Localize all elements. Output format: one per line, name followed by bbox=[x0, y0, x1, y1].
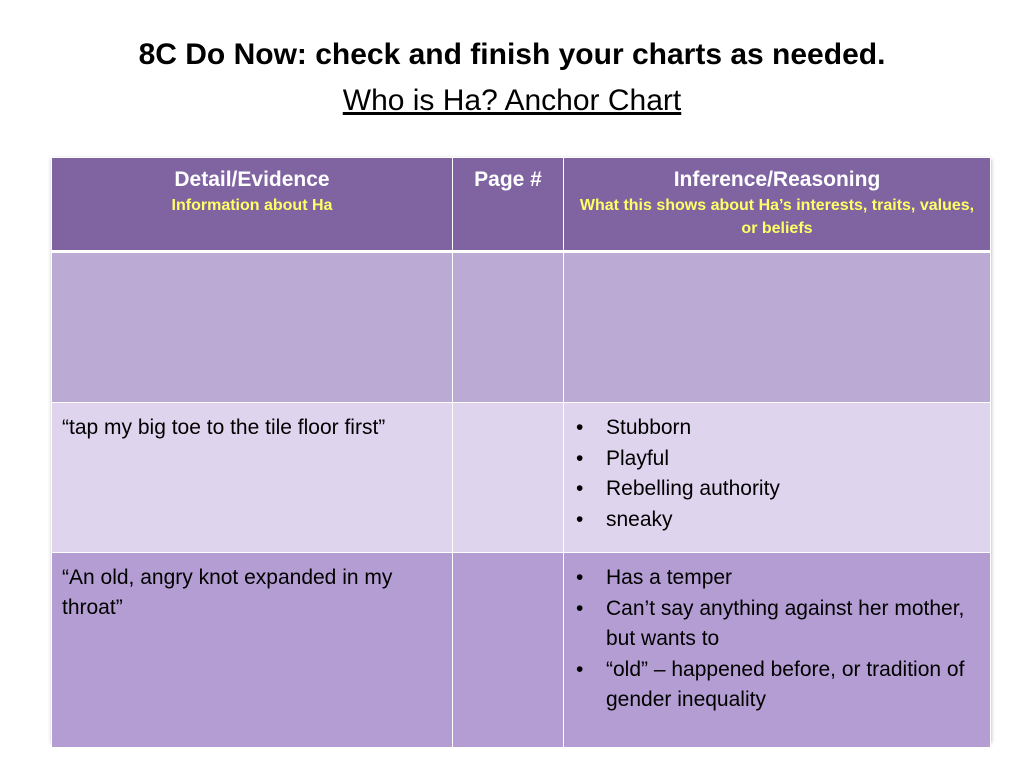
list-item: • Stubborn bbox=[574, 413, 980, 444]
anchor-chart-table-wrapper bbox=[51, 157, 990, 741]
list-item: • “old” – happened before, or tradition of gender inequality bbox=[574, 655, 980, 716]
list-item: • Can’t say anything against her mother, but wants to bbox=[574, 594, 980, 655]
header-page-label: Page # bbox=[474, 168, 542, 191]
table-row bbox=[52, 553, 991, 748]
header-page bbox=[453, 158, 564, 252]
header-evidence-label: Detail/Evidence bbox=[174, 168, 330, 191]
evidence-cell[interactable] bbox=[52, 252, 453, 403]
anchor-chart-table bbox=[51, 157, 991, 748]
list-item: • sneaky bbox=[574, 505, 980, 536]
table-row bbox=[52, 403, 991, 553]
header-inference bbox=[564, 158, 991, 252]
list-item: • Rebelling authority bbox=[574, 474, 980, 505]
list-item: • Has a temper bbox=[574, 563, 980, 594]
header-inference-sublabel: What this shows about Ha’s interests, traits, values, or beliefs bbox=[579, 197, 975, 237]
header-evidence-sublabel: Information about Ha bbox=[171, 197, 333, 214]
inference-cell[interactable] bbox=[564, 252, 991, 403]
evidence-cell[interactable]: “tap my big toe to the tile floor first” bbox=[52, 403, 453, 553]
page-cell[interactable] bbox=[453, 403, 564, 553]
title-do-now: 8C Do Now: check and finish your charts as needed. bbox=[138, 38, 886, 71]
header-row bbox=[52, 158, 991, 252]
inference-cell[interactable] bbox=[564, 553, 991, 748]
inference-cell[interactable] bbox=[564, 403, 991, 553]
page-cell[interactable] bbox=[453, 252, 564, 403]
inference-list bbox=[574, 413, 980, 535]
title-anchor-chart: Who is Ha? Anchor Chart bbox=[342, 84, 682, 117]
page-cell[interactable] bbox=[453, 553, 564, 748]
header-evidence bbox=[52, 158, 453, 252]
evidence-cell[interactable]: “An old, angry knot expanded in my throat” bbox=[52, 553, 453, 748]
table-row bbox=[52, 252, 991, 403]
slide-title bbox=[0, 32, 1024, 124]
inference-list bbox=[574, 563, 980, 716]
list-item: • Playful bbox=[574, 444, 980, 475]
header-inference-label: Inference/Reasoning bbox=[673, 168, 881, 191]
